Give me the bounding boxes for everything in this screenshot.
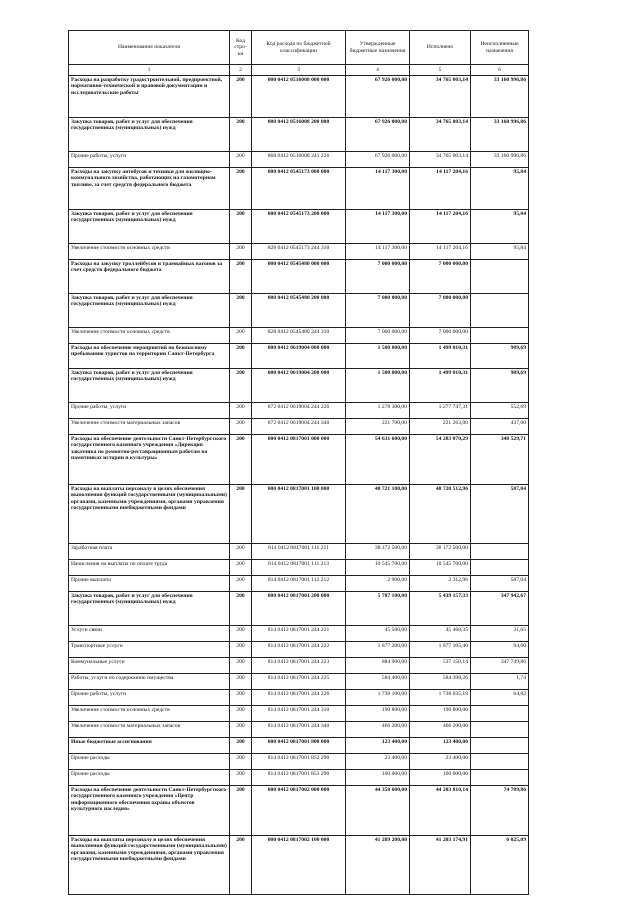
cell-unexecuted: 587,04 [471,576,529,592]
cell-name: Расходы на выплаты персоналу в целях обеспечения выполнения функций государственными (муниципальными) органами, казенными учреждениями, органами управления государственными внебюджетными фондами [69,836,230,895]
table-row [69,244,529,260]
cell-line-code: 200 [230,369,252,403]
cell-executed: 34 765 003,14 [410,152,471,168]
cell-line-code: 200 [230,754,252,770]
cell-approved: 7 000 000,00 [346,260,410,294]
column-number: 6 [471,65,529,76]
cell-unexecuted [471,722,529,738]
column-number: 3 [252,65,346,76]
cell-classification-code: 814 0412 0817001 244 221 [252,626,346,642]
cell-unexecuted: 552,69 [471,403,529,419]
cell-unexecuted: 95,84 [471,168,529,210]
cell-unexecuted [471,260,529,294]
column-number: 1 [69,65,230,76]
cell-approved: 7 000 000,00 [346,328,410,344]
cell-name: Начисления на выплаты по оплате труда [69,560,230,576]
cell-approved: 884 900,00 [346,658,410,674]
cell-classification-code: 828 0412 0545480 244 310 [252,328,346,344]
cell-line-code: 200 [230,642,252,658]
column-number: 5 [410,65,471,76]
cell-classification-code: 872 0412 0619004 244 340 [252,419,346,435]
cell-unexecuted: 437,00 [471,419,529,435]
cell-unexecuted: 1,74 [471,674,529,690]
cell-unexecuted: 6 025,09 [471,836,529,895]
cell-executed: 41 203 174,91 [410,836,471,895]
cell-classification-code: 000 0412 0817001 800 000 [252,738,346,754]
cell-executed: 221 263,00 [410,419,471,435]
cell-classification-code: 000 0412 0516008 200 000 [252,118,346,152]
cell-unexecuted: 95,84 [471,244,529,260]
cell-unexecuted [471,544,529,560]
column-number: 4 [346,65,410,76]
cell-executed: 34 765 003,14 [410,118,471,152]
cell-name: Заработная плата [69,544,230,560]
cell-line-code: 200 [230,403,252,419]
cell-line-code: 200 [230,786,252,836]
table-row [69,674,529,690]
table-row [69,738,529,754]
cell-classification-code: 814 0412 0817001 244 340 [252,722,346,738]
cell-name: Услуги связи [69,626,230,642]
cell-executed: 10 545 700,00 [410,560,471,576]
table-row [69,260,529,294]
cell-name: Расходы на обеспечение мероприятий по безопасному пребыванию туристов на территории Санкт-Петербурга [69,344,230,369]
cell-executed: 23 400,00 [410,754,471,770]
cell-classification-code: 814 0412 0817001 112 212 [252,576,346,592]
cell-approved: 67 926 000,00 [346,152,410,168]
table-row [69,419,529,435]
header-classification-code: Код расхода по бюджетной классификации [252,31,346,65]
cell-approved: 38 172 500,00 [346,544,410,560]
table-row [69,722,529,738]
cell-unexecuted [471,738,529,754]
cell-classification-code: 000 0412 0545173 000 000 [252,168,346,210]
cell-executed: 14 117 204,16 [410,210,471,244]
cell-line-code: 200 [230,738,252,754]
cell-executed: 190 800,00 [410,706,471,722]
cell-executed: 7 000 000,00 [410,260,471,294]
cell-classification-code: 814 0412 0817001 244 310 [252,706,346,722]
cell-name: Расходы на закупку троллейбусов и трамвайных вагонов за счет средств федерального бюджета [69,260,230,294]
cell-line-code: 200 [230,658,252,674]
cell-classification-code: 814 0412 0817001 111 211 [252,544,346,560]
cell-line-code: 200 [230,770,252,786]
table-row [69,592,529,626]
cell-classification-code: 000 0412 0545480 200 000 [252,294,346,328]
cell-approved: 7 000 000,00 [346,294,410,328]
cell-approved: 1 738 100,00 [346,690,410,706]
header-approved: Утвержденные бюджетные назначения [346,31,410,65]
cell-line-code: 200 [230,560,252,576]
cell-executed: 34 765 003,14 [410,76,471,118]
cell-name: Закупка товаров, работ и услуг для обеспечения государственных (муниципальных) нужд [69,294,230,328]
cell-name: Увеличение стоимости основных средств [69,706,230,722]
table-row [69,328,529,344]
table-row [69,576,529,592]
cell-classification-code: 000 0412 0817002 100 000 [252,836,346,895]
cell-line-code: 200 [230,210,252,244]
cell-classification-code: 814 0412 0817001 244 226 [252,690,346,706]
cell-executed: 100 000,00 [410,770,471,786]
cell-executed: 5 439 157,33 [410,592,471,626]
cell-executed: 123 400,00 [410,738,471,754]
cell-executed: 584 398,26 [410,674,471,690]
table-row [69,706,529,722]
cell-classification-code: 828 0412 0545173 244 310 [252,244,346,260]
cell-name: Прочие работы, услуги [69,403,230,419]
header-line-code: Код стро-ки [230,31,252,65]
cell-executed: 14 117 204,16 [410,244,471,260]
cell-name: Прочие работы, услуги [69,690,230,706]
cell-line-code: 200 [230,419,252,435]
cell-unexecuted: 587,04 [471,485,529,544]
cell-name: Увеличение стоимости материальных запасов [69,722,230,738]
cell-line-code: 200 [230,722,252,738]
cell-approved: 2 900,00 [346,576,410,592]
cell-name: Прочие выплаты [69,576,230,592]
cell-name: Закупка товаров, работ и услуг для обеспечения государственных (муниципальных) нужд [69,369,230,403]
cell-classification-code: 000 0412 0516008 000 000 [252,76,346,118]
cell-unexecuted [471,294,529,328]
cell-line-code: 200 [230,592,252,626]
table-row [69,626,529,642]
cell-executed: 1 277 747,31 [410,403,471,419]
table-row [69,118,529,152]
cell-unexecuted: 348 529,71 [471,435,529,485]
cell-classification-code: 814 0412 0817001 111 213 [252,560,346,576]
cell-name: Закупка товаров, работ и услуг для обеспечения государственных (муниципальных) нужд [69,118,230,152]
column-number: 2 [230,65,252,76]
cell-line-code: 200 [230,674,252,690]
cell-executed: 1 499 010,31 [410,344,471,369]
expenditure-table [68,30,529,895]
cell-approved: 23 400,00 [346,754,410,770]
cell-classification-code: 814 0412 0817001 244 225 [252,674,346,690]
cell-line-code: 200 [230,260,252,294]
cell-approved: 1 500 000,00 [346,369,410,403]
cell-classification-code: 000 0412 0817001 000 000 [252,435,346,485]
cell-line-code: 200 [230,244,252,260]
cell-line-code: 200 [230,544,252,560]
cell-classification-code: 000 0412 0545480 000 000 [252,260,346,294]
cell-approved: 190 800,00 [346,706,410,722]
cell-approved: 584 400,00 [346,674,410,690]
cell-name: Работы, услуги по содержанию имущества [69,674,230,690]
table-row [69,544,529,560]
cell-line-code: 200 [230,152,252,168]
cell-classification-code: 000 0412 0817001 200 000 [252,592,346,626]
cell-classification-code: 814 0412 0817001 244 222 [252,642,346,658]
header-name: Наименование показателя [69,31,230,65]
cell-name: Прочие работы, услуги [69,152,230,168]
table-row [69,76,529,118]
cell-approved: 466 200,00 [346,722,410,738]
cell-classification-code: 000 0412 0619004 200 000 [252,369,346,403]
cell-executed: 466 200,00 [410,722,471,738]
cell-unexecuted: 94,60 [471,642,529,658]
cell-approved: 14 117 300,00 [346,210,410,244]
cell-executed: 7 000 000,00 [410,294,471,328]
cell-approved: 5 787 100,00 [346,592,410,626]
cell-name: Транспортные услуги [69,642,230,658]
table-row [69,168,529,210]
cell-classification-code: 868 0412 0516008 241 226 [252,152,346,168]
cell-classification-code: 000 0412 0619004 000 000 [252,344,346,369]
cell-approved: 1 278 300,00 [346,403,410,419]
table-row [69,754,529,770]
cell-approved: 123 400,00 [346,738,410,754]
cell-classification-code: 000 0412 0545173 200 000 [252,210,346,244]
cell-approved: 100 000,00 [346,770,410,786]
cell-line-code: 200 [230,690,252,706]
cell-unexecuted [471,706,529,722]
table-row [69,690,529,706]
cell-unexecuted: 989,69 [471,344,529,369]
cell-executed: 54 283 070,29 [410,435,471,485]
cell-line-code: 200 [230,118,252,152]
cell-unexecuted: 347 749,86 [471,658,529,674]
cell-name: Увеличение стоимости основных средств [69,328,230,344]
table-row [69,658,529,674]
table-row [69,210,529,244]
cell-line-code: 200 [230,706,252,722]
table-header-row [69,31,529,65]
cell-executed: 1 877 105,40 [410,642,471,658]
header-executed: Исполнено [410,31,471,65]
cell-executed: 48 720 512,96 [410,485,471,544]
cell-line-code: 200 [230,76,252,118]
cell-name: Расходы на выплаты персоналу в целях обеспечения выполнения функций государственными (муниципальными) органами, казенными учреждениями, органами управления государственными внебюджетными фондами [69,485,230,544]
cell-unexecuted: 33 160 996,86 [471,76,529,118]
cell-approved: 1 877 200,00 [346,642,410,658]
cell-unexecuted: 347 942,67 [471,592,529,626]
cell-unexecuted: 64,82 [471,690,529,706]
cell-approved: 14 117 300,00 [346,244,410,260]
cell-line-code: 200 [230,626,252,642]
cell-executed: 1 738 035,18 [410,690,471,706]
cell-executed: 38 172 500,00 [410,544,471,560]
cell-name: Прочие расходы [69,770,230,786]
cell-classification-code: 814 0412 0817001 853 290 [252,770,346,786]
cell-classification-code: 814 0412 0817001 244 223 [252,658,346,674]
cell-unexecuted: 74 789,86 [471,786,529,836]
table-row [69,369,529,403]
cell-line-code: 200 [230,294,252,328]
cell-unexecuted [471,560,529,576]
cell-name: Увеличение стоимости материальных запасов [69,419,230,435]
cell-name: Коммунальные услуги [69,658,230,674]
table-row [69,344,529,369]
cell-executed: 1 499 010,31 [410,369,471,403]
cell-unexecuted [471,770,529,786]
cell-line-code: 200 [230,168,252,210]
budget-execution-report [68,30,528,895]
table-row [69,560,529,576]
cell-approved: 41 209 200,00 [346,836,410,895]
cell-classification-code: 814 0412 0817001 852 290 [252,754,346,770]
table-row [69,642,529,658]
cell-executed: 45 468,35 [410,626,471,642]
cell-line-code: 200 [230,485,252,544]
cell-classification-code: 872 0412 0619004 244 226 [252,403,346,419]
cell-unexecuted: 33 160 996,86 [471,118,529,152]
cell-approved: 45 500,00 [346,626,410,642]
table-row [69,294,529,328]
table-row [69,485,529,544]
cell-classification-code: 000 0412 0817002 000 000 [252,786,346,836]
cell-unexecuted [471,328,529,344]
cell-name: Иные бюджетные ассигнования [69,738,230,754]
cell-executed: 14 117 204,16 [410,168,471,210]
cell-unexecuted: 989,69 [471,369,529,403]
cell-line-code: 200 [230,435,252,485]
cell-approved: 221 700,00 [346,419,410,435]
cell-approved: 54 631 600,00 [346,435,410,485]
cell-name: Расходы на обеспечение деятельности Санкт-Петербургского государственного казенного учреждения «Центр информационного обеспечения охраны объектов культурного наследия» [69,786,230,836]
cell-line-code: 200 [230,836,252,895]
cell-approved: 10 545 700,00 [346,560,410,576]
cell-name: Расходы на закупку автобусов и техники для жилищно-коммунального хозяйства, работающих на газомоторном топливе, за счет средств федерального бюджета [69,168,230,210]
table-body [69,76,529,895]
cell-unexecuted [471,754,529,770]
cell-executed: 7 000 000,00 [410,328,471,344]
cell-name: Прочие расходы [69,754,230,770]
table-row [69,836,529,895]
cell-unexecuted: 95,84 [471,210,529,244]
table-row [69,770,529,786]
table-row [69,152,529,168]
cell-executed: 2 312,96 [410,576,471,592]
cell-name: Увеличение стоимости основных средств [69,244,230,260]
cell-approved: 48 721 100,00 [346,485,410,544]
cell-name: Расходы на разработку градостроительной, предпроектной, нормативно-технической и правовой документации и исследовательские работы [69,76,230,118]
cell-approved: 44 358 600,00 [346,786,410,836]
header-unexecuted: Неисполненные назначения [471,31,529,65]
cell-unexecuted: 33 160 996,86 [471,152,529,168]
cell-approved: 1 500 000,00 [346,344,410,369]
table-row [69,403,529,419]
cell-classification-code: 000 0412 0817001 100 000 [252,485,346,544]
cell-executed: 44 283 810,14 [410,786,471,836]
cell-approved: 14 117 300,00 [346,168,410,210]
cell-line-code: 200 [230,328,252,344]
cell-executed: 537 150,14 [410,658,471,674]
cell-approved: 67 926 000,00 [346,118,410,152]
cell-name: Закупка товаров, работ и услуг для обеспечения государственных (муниципальных) нужд [69,210,230,244]
column-number-row [69,65,529,76]
table-row [69,435,529,485]
cell-name: Закупка товаров, работ и услуг для обеспечения государственных (муниципальных) нужд [69,592,230,626]
table-row [69,786,529,836]
cell-unexecuted: 31,65 [471,626,529,642]
cell-approved: 67 926 000,00 [346,76,410,118]
cell-line-code: 200 [230,576,252,592]
cell-line-code: 200 [230,344,252,369]
cell-name: Расходы на обеспечение деятельности Санкт-Петербургского государственного казенного учреждения «Дирекция заказчика по ремонтно-реставрационным работам на памятниках истории и культуры» [69,435,230,485]
